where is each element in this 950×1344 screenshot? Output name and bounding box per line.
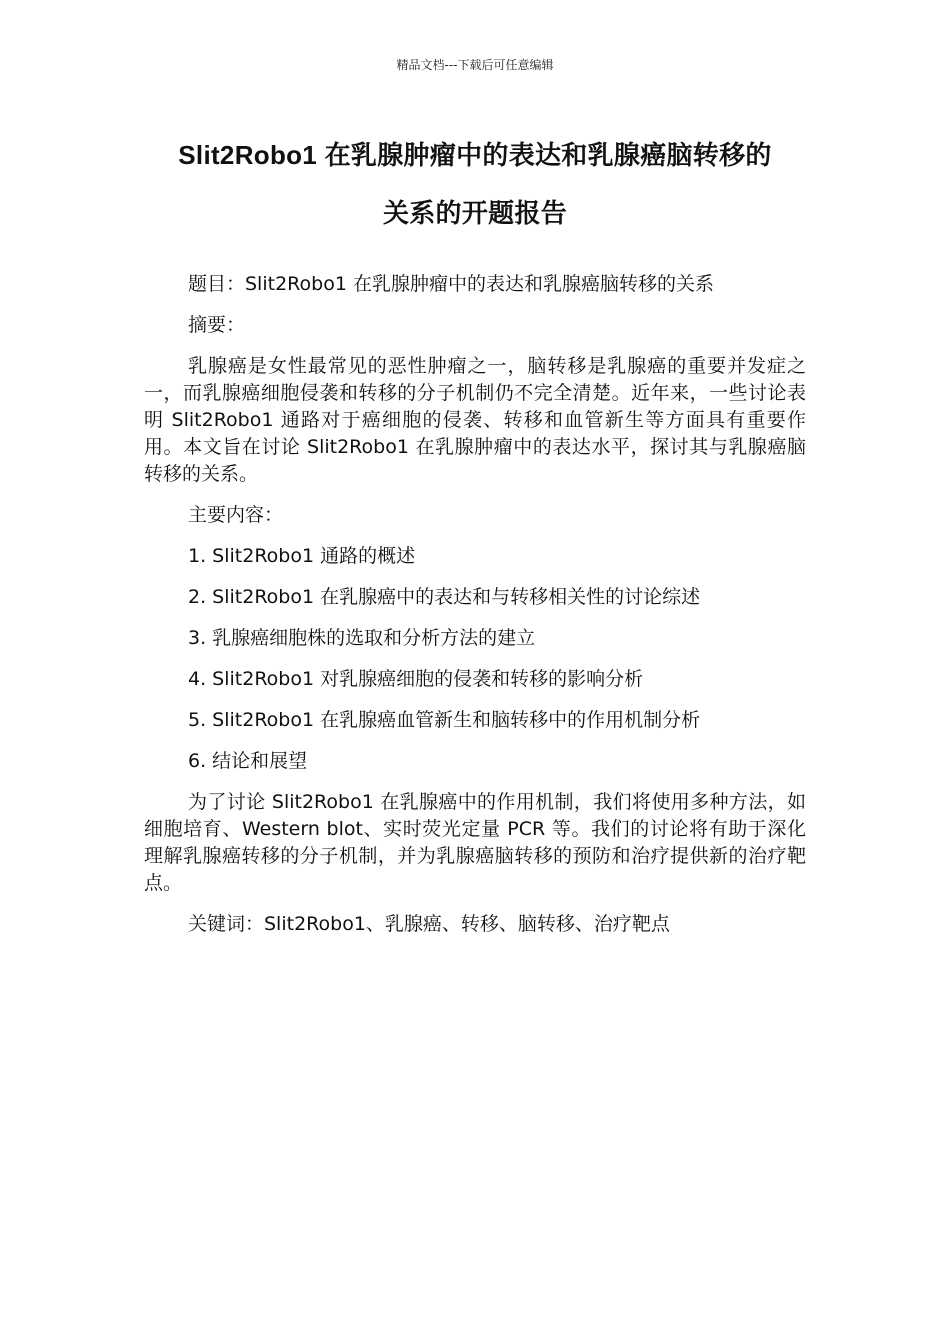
main-content-label: 主要内容： — [188, 504, 284, 526]
keywords-line: 关键词：Slit2Robo1、乳腺癌、转移、脑转移、治疗靶点 — [188, 913, 670, 935]
main-item-3: 3. 乳腺癌细胞株的选取和分析方法的建立 — [188, 627, 536, 649]
main-item-6: 6. 结论和展望 — [188, 750, 308, 772]
main-item-4: 4. Slit2Robo1 对乳腺癌细胞的侵袭和转移的影响分析 — [188, 668, 644, 690]
main-item-5: 5. Slit2Robo1 在乳腺癌血管新生和脑转移中的作用机制分析 — [188, 709, 701, 731]
abstract-label: 摘要： — [188, 314, 246, 336]
document-body — [144, 271, 806, 952]
document-title-line-2: 关系的开题报告 — [382, 198, 568, 228]
header-note: 精品文档---下载后可任意编辑 — [396, 58, 554, 72]
topic-line: 题目：Slit2Robo1 在乳腺肿瘤中的表达和乳腺癌脑转移的关系 — [188, 273, 714, 295]
abstract-paragraph: 乳腺癌是女性最常见的恶性肿瘤之一，脑转移是乳腺癌的重要并发症之一，而乳腺癌细胞侵袭和转移的分子机制仍不完全清楚。近年来，一些讨论表明 Slit2Robo1 通路对于癌细胞的侵袭、转移和血管新生等方面具有重要作用。本文旨在讨论 Slit2Robo1 在乳腺肿瘤中的表达水平，探讨其与乳腺癌脑转移的关系。 — [144, 355, 806, 485]
methods-paragraph: 为了讨论 Slit2Robo1 在乳腺癌中的作用机制，我们将使用多种方法，如细胞培育、Western blot、实时荧光定量 PCR 等。我们的讨论将有助于深化理解乳腺癌转移的分子机制，并为乳腺癌脑转移的预防和治疗提供新的治疗靶点。 — [144, 791, 806, 894]
document-title-line-1: Slit2Robo1 在乳腺肿瘤中的表达和乳腺癌脑转移的 — [178, 140, 772, 170]
main-item-1: 1. Slit2Robo1 通路的概述 — [188, 545, 416, 567]
main-item-2: 2. Slit2Robo1 在乳腺癌中的表达和与转移相关性的讨论综述 — [188, 586, 701, 608]
